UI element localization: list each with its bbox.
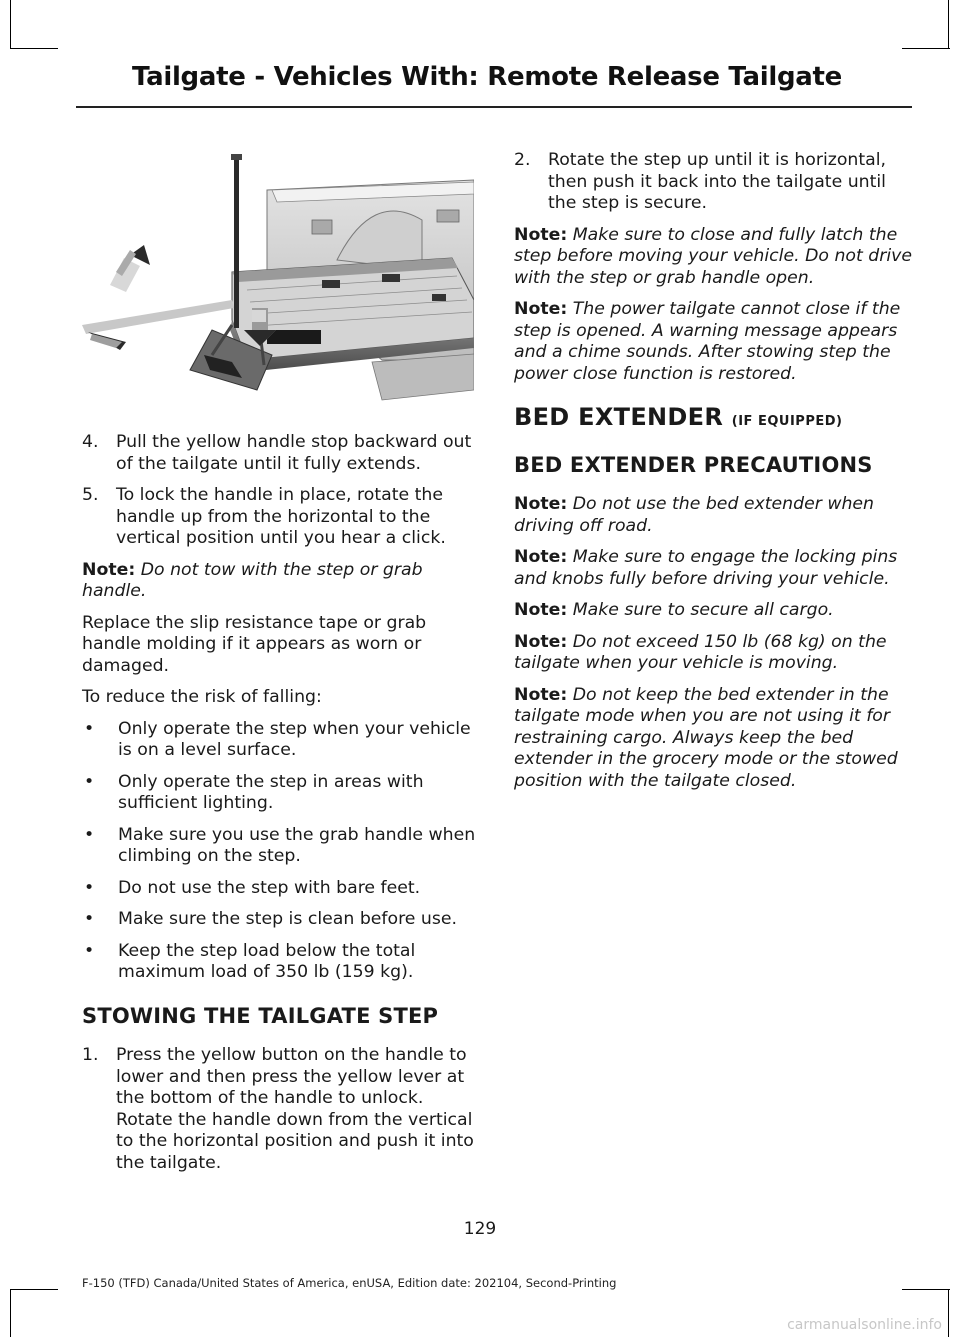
crop-mark	[10, 48, 58, 49]
step-item	[82, 485, 480, 550]
bullet-glyph: •	[84, 771, 95, 792]
step-text: Pull the yellow handle stop backward out of the tailgate until it fully extends.	[116, 432, 472, 474]
list-item-text: Only operate the step when your vehicle is on a level surface.	[118, 718, 471, 760]
crop-mark	[948, 1289, 949, 1337]
bullet-glyph: •	[84, 909, 95, 929]
note-text: Do not use the bed extender when driving off road.	[514, 494, 874, 536]
right-column	[514, 150, 912, 802]
list-item	[82, 719, 480, 762]
note	[514, 299, 912, 385]
left-column	[82, 150, 480, 1184]
footer-edition-text: F-150 (TFD) Canada/United States of America, enUSA, Edition date: 202104, Second-Printing	[82, 1276, 617, 1290]
note	[514, 225, 912, 290]
paragraph: Replace the slip resistance tape or grab handle molding if it appears as worn or damaged.	[82, 612, 427, 676]
section-heading-precautions: BED EXTENDER PRECAUTIONS	[514, 452, 873, 477]
note-text: The power tailgate cannot close if the step is opened. A warning message appears and a chime sounds. After stowing step the power close function is restored.	[514, 299, 901, 384]
list-item-text: Make sure the step is clean before use.	[118, 909, 458, 929]
note	[514, 547, 912, 590]
note	[514, 600, 912, 622]
crop-mark	[902, 1289, 950, 1290]
step-item	[514, 150, 912, 215]
bullet-glyph: •	[84, 940, 95, 961]
step-item	[82, 432, 480, 475]
note	[514, 494, 912, 537]
tailgate-step-illustration	[82, 150, 474, 412]
note-text: Make sure to engage the locking pins and knobs fully before driving your vehicle.	[514, 547, 898, 589]
bullet-glyph: •	[84, 824, 95, 845]
step-text: Rotate the step up until it is horizontal, then push it back into the tailgate until the step is secure.	[548, 150, 887, 213]
list-item-text: Do not use the step with bare feet.	[118, 877, 421, 898]
step-number: 5.	[82, 485, 99, 505]
note-label: Note:	[514, 600, 568, 620]
heading-text: BED EXTENDER	[514, 403, 724, 431]
step-item	[82, 1045, 480, 1174]
header-divider	[76, 106, 912, 108]
section-heading-bed-extender	[514, 403, 912, 433]
section-heading-stowing: STOWING THE TAILGATE STEP	[82, 1003, 439, 1028]
heading-suffix: (IF EQUIPPED)	[731, 414, 843, 429]
note-label: Note:	[82, 559, 136, 580]
crop-mark	[10, 1289, 11, 1337]
list-item	[82, 825, 480, 868]
bullet-glyph: •	[84, 877, 95, 898]
list-item	[82, 772, 480, 815]
watermark: carmanualsonline.info	[787, 1317, 942, 1333]
tailgate-step-drawing	[82, 150, 474, 412]
note	[514, 685, 912, 793]
note-text: Do not exceed 150 lb (68 kg) on the tailgate when your vehicle is moving.	[514, 631, 887, 673]
note-label: Note:	[514, 494, 568, 514]
note-text: Do not keep the bed extender in the tailgate mode when you are not using it for restraining cargo. Always keep the bed extender in the grocery mode or the stowed position with the tailgate closed.	[514, 684, 898, 791]
list-item	[82, 878, 480, 900]
bullet-list	[82, 719, 480, 984]
note-label: Note:	[514, 224, 568, 245]
step-number: 2.	[514, 150, 531, 170]
step-number: 4.	[82, 432, 99, 452]
page-title: Tailgate - Vehicles With: Remote Release Tailgate	[132, 62, 842, 92]
crop-mark	[902, 48, 950, 49]
crop-mark	[10, 1289, 58, 1290]
step-text: To lock the handle in place, rotate the handle up from the horizontal to the vertical position until you hear a click.	[116, 485, 446, 548]
list-item-text: Make sure you use the grab handle when climbing on the step.	[118, 824, 476, 866]
crop-mark	[948, 0, 949, 48]
list-item-text: Keep the step load below the total maximum load of 350 lb (159 kg).	[118, 940, 416, 982]
note	[514, 632, 912, 675]
note-text: Make sure to close and fully latch the step before moving your vehicle. Do not drive with the step or grab handle open.	[514, 224, 913, 288]
note-label: Note:	[514, 547, 568, 567]
note-label: Note:	[514, 631, 568, 652]
note-text: Do not tow with the step or grab handle.	[82, 559, 423, 601]
note-label: Note:	[514, 684, 568, 705]
paragraph: To reduce the risk of falling:	[82, 687, 322, 707]
list-item	[82, 909, 480, 931]
step-number: 1.	[82, 1045, 99, 1065]
bullet-glyph: •	[84, 718, 95, 739]
crop-mark	[10, 0, 11, 48]
list-item-text: Only operate the step in areas with sufficient lighting.	[118, 771, 424, 813]
list-item	[82, 941, 480, 984]
note	[82, 560, 480, 603]
note-text: Make sure to secure all cargo.	[572, 600, 834, 620]
page-number: 129	[463, 1219, 497, 1239]
note-label: Note:	[514, 299, 568, 319]
step-text: Press the yellow button on the handle to lower and then press the yellow lever at the bottom of the handle to unlock. Rotate the handle down from the vertical to the horizontal position and push it into the tailgate.	[116, 1045, 474, 1173]
